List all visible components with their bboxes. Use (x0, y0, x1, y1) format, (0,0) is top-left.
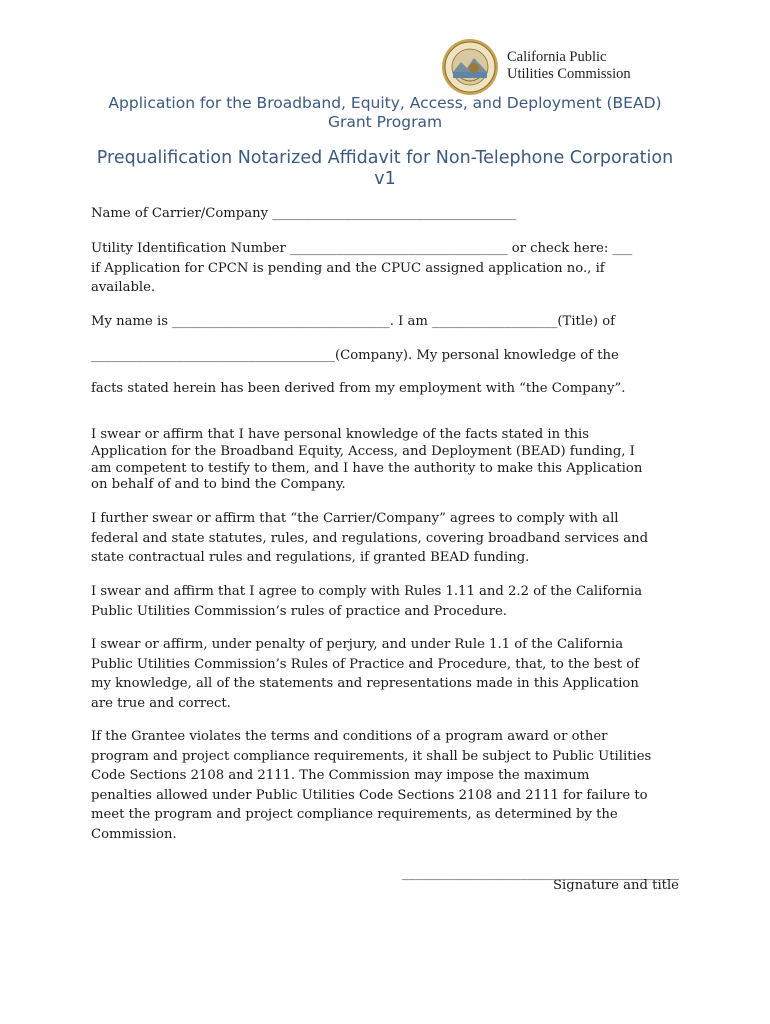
carrier-name-field: Name of Carrier/Company _____________________________________ (91, 206, 517, 221)
org-name-line1: California Public (507, 49, 607, 65)
affidavit-title-line2: v1 (374, 169, 396, 189)
organization-name (507, 49, 631, 83)
utility-id-field: Utility Identification Number _________________________________ or check here: ___ if Application for CPCN is pending and the CPUC assigned application no., if available. (91, 241, 633, 295)
declarant-name-field: My name is _________________________________. I am ___________________(Title) of (91, 314, 616, 329)
org-name-line2: Utilities Commission (507, 66, 631, 82)
affirmation-knowledge: I swear or affirm that I have personal knowledge of the facts stated in this Application for the Broadband Equity, Access, and Deployment (BEAD) funding, I am competent to testify to them, and I have the authority to make this Application on behalf of and to bind the Company. (91, 427, 643, 493)
program-title-line1: Application for the Broadband, Equity, Access, and Deployment (BEAD) (108, 94, 662, 112)
cpuc-logo (441, 38, 641, 96)
signature-label: Signature and title (553, 878, 679, 893)
affidavit-title-line1: Prequalification Notarized Affidavit for Non-Telephone Corporation (96, 148, 674, 168)
state-seal-icon (441, 38, 499, 96)
affidavit-title (80, 148, 690, 190)
program-title (80, 94, 690, 132)
affirmation-perjury: I swear or affirm, under penalty of perjury, and under Rule 1.1 of the California Public Utilities Commission’s Rules of Practice and Procedure, that, to the best of my knowledge, all of the statements and representations made in this Application are true and correct. (91, 637, 640, 711)
affirmation-compliance: I further swear or affirm that “the Carrier/Company” agrees to comply with all federal and state statutes, rules, and regulations, covering broadband services and state contractual rules and regulations, if granted BEAD funding. (91, 511, 649, 565)
affirmation-rules: I swear and affirm that I agree to comply with Rules 1.11 and 2.2 of the California Public Utilities Commission’s rules of practice and Procedure. (91, 584, 643, 619)
facts-statement: facts stated herein has been derived from my employment with “the Company”. (91, 381, 626, 396)
grantee-violations: If the Grantee violates the terms and conditions of a program award or other program and project compliance requirements, it shall be subject to Public Utilities Code Sections 2108 and 2111. The Commission may impose the maximum penalties allowed under Public Utilities Code Sections 2108 and 2111 for failure to meet the program and project compliance requirements, as determined by the Commission. (91, 729, 652, 842)
company-field: _____________________________________(Company). My personal knowledge of the (91, 348, 619, 363)
program-title-line2: Grant Program (327, 113, 443, 131)
signature-line: __________________________________________ (402, 866, 679, 881)
